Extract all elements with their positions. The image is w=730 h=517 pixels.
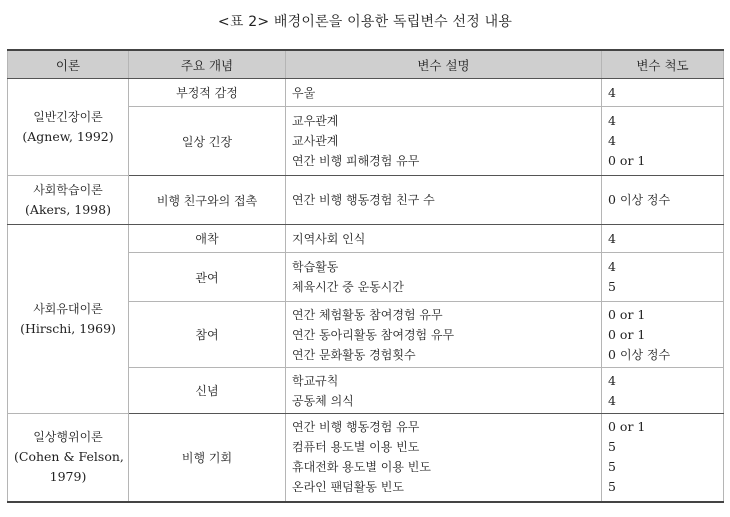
variable-description: 연간 동아리활동 참여경험 유무: [292, 327, 455, 342]
variable-scale: 5: [608, 479, 616, 495]
concept-cell: 관여: [129, 253, 286, 302]
scale-number: 0: [608, 192, 616, 207]
variable-description: 휴대전화 용도별 이용 빈도: [292, 460, 431, 475]
theory-citation-year: 1979): [49, 469, 87, 485]
concept-cell: 참여: [129, 302, 286, 368]
variable-scale: 4: [608, 259, 616, 274]
theory-cell-routine-activity: [8, 414, 129, 502]
concept-cell: 부정적 감정: [129, 79, 286, 107]
variable-scale: 4: [608, 84, 616, 100]
scale-cell: [602, 253, 724, 302]
variable-scale: 5: [608, 279, 616, 294]
description-cell: [286, 176, 602, 225]
variable-scale: 4: [608, 392, 616, 408]
description-cell: [286, 414, 602, 502]
variable-scale: 4: [608, 133, 616, 148]
variable-description: 연간 비행 행동경험 유무: [292, 420, 420, 435]
variable-description: 학습활동: [292, 260, 339, 274]
table-row: [8, 79, 724, 107]
theory-cell-social-bond: [8, 225, 129, 414]
scale-unit: 이상 정수: [619, 193, 671, 207]
variable-scale: 4: [608, 113, 616, 128]
theory-cell-strain: [8, 79, 129, 176]
concept-cell: 신념: [129, 368, 286, 414]
description-cell: [286, 368, 602, 414]
scale-cell: [602, 414, 724, 502]
description-cell: [286, 225, 602, 253]
concept-cell: 비행 친구와의 접촉: [129, 176, 286, 225]
theory-name: 일상행위이론: [33, 430, 103, 445]
scale-unit: 이상 정수: [619, 347, 671, 362]
variable-scale: 5: [608, 459, 616, 475]
table-row: [8, 176, 724, 225]
variable-description: 연간 비행 피해경험 유무: [292, 154, 420, 168]
scale-number: 0: [608, 346, 616, 362]
variable-description: 학교규칙: [292, 373, 339, 388]
variable-scale: 4: [608, 372, 616, 388]
concept-cell: 일상 긴장: [129, 107, 286, 176]
variable-description: 공동체 의식: [292, 393, 354, 408]
variable-scale: [608, 345, 717, 365]
variables-table: [7, 49, 724, 503]
theory-citation: (Akers, 1998): [25, 202, 111, 217]
variable-description: 체육시간 중 운동시간: [292, 280, 404, 294]
variable-description: 연간 체험활동 참여경험 유무: [292, 307, 443, 322]
theory-name: 사회학습이론: [33, 183, 103, 197]
variable-scale: 5: [608, 439, 616, 455]
variable-description: 교우관계: [292, 114, 339, 128]
theory-cell-social-learning: [8, 176, 129, 225]
description-cell: [286, 253, 602, 302]
description-cell: [286, 107, 602, 176]
header-description: 변수 설명: [286, 50, 602, 79]
variable-scale: 4: [608, 230, 616, 246]
variable-scale: 0 or 1: [608, 326, 646, 342]
table-caption: <표 2> 배경이론을 이용한 독립변수 선정 내용: [217, 14, 513, 30]
theory-citation: (Cohen & Felson,: [14, 449, 124, 465]
header-scale: 변수 척도: [602, 50, 724, 79]
table-row: [8, 414, 724, 502]
concept-cell: 비행 기회: [129, 414, 286, 502]
variable-description: 연간 비행 행동경험 친구 수: [292, 193, 435, 207]
description-cell: [286, 302, 602, 368]
variable-description: 컴퓨터 용도별 이용 빈도: [292, 440, 420, 455]
scale-cell: [602, 368, 724, 414]
scale-cell: [602, 225, 724, 253]
variable-scale: 0 or 1: [608, 153, 646, 168]
variable-scale: 0 or 1: [608, 419, 646, 435]
variable-description: 연간 문화활동 경험횟수: [292, 347, 416, 362]
theory-name: 사회유대이론: [33, 302, 103, 316]
variable-description: 온라인 팬덤활동 빈도: [292, 480, 404, 495]
scale-cell: [602, 302, 724, 368]
scale-cell: [602, 79, 724, 107]
description-cell: [286, 79, 602, 107]
theory-citation: (Agnew, 1992): [22, 129, 114, 144]
variable-description: 교사관계: [292, 134, 339, 148]
scale-cell: [602, 107, 724, 176]
scale-cell: [602, 176, 724, 225]
variable-description: 우울: [292, 85, 316, 100]
header-row: [8, 50, 724, 79]
table-row: [8, 225, 724, 253]
header-theory: 이론: [8, 50, 129, 79]
variable-scale: [608, 190, 717, 210]
header-concept: 주요 개념: [129, 50, 286, 79]
variable-scale: 0 or 1: [608, 306, 646, 322]
concept-cell: 애착: [129, 225, 286, 253]
theory-name: 일반긴장이론: [33, 110, 103, 124]
theory-citation: (Hirschi, 1969): [20, 321, 116, 336]
variable-description: 지역사회 인식: [292, 231, 366, 246]
